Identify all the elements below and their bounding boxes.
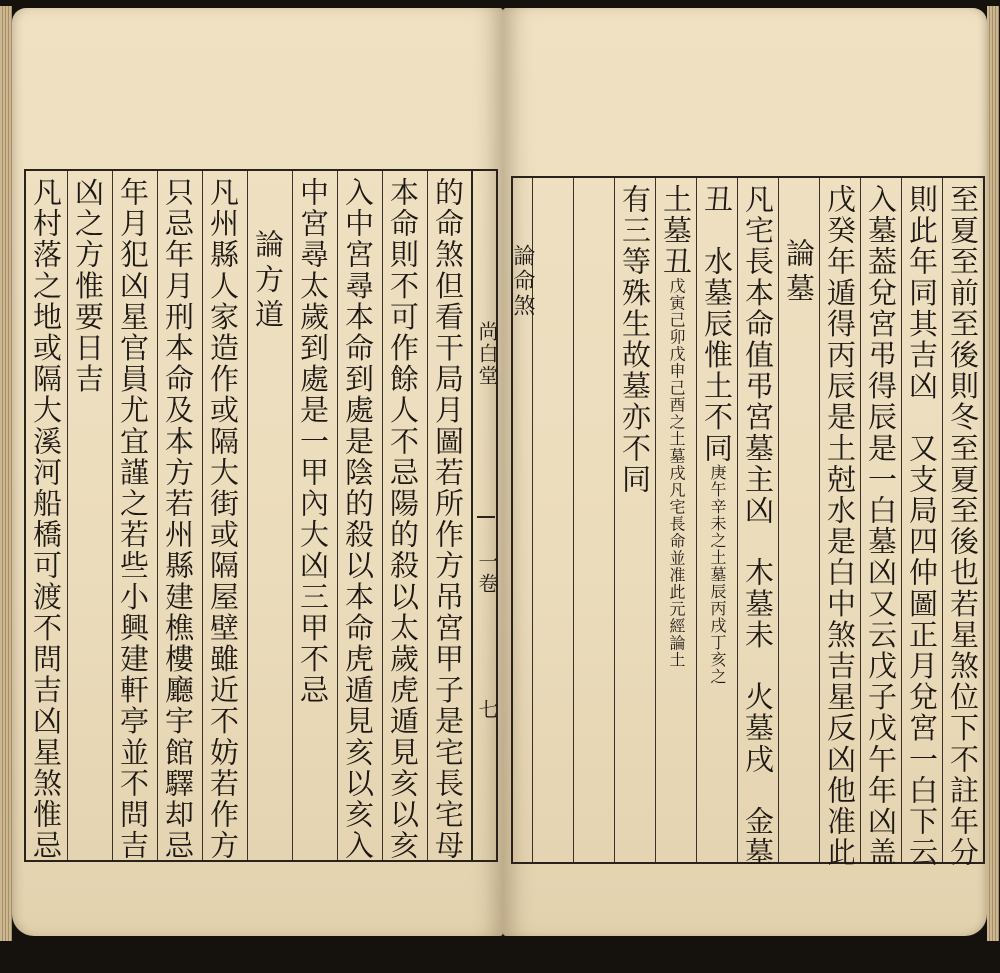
text-column-2: 則此年同其吉凶 又支局四仲圖正月兌宮一白下云: [905, 184, 939, 869]
text-column-2: 本命則不可作餘人不忌陽的殺以太歲虎遁見亥以亥: [386, 177, 420, 862]
column-rule: [778, 178, 779, 862]
text-column-8: 土墓丑戊寅己卯戊申己酉之土墓戌凡宅長命並准此元經論土: [659, 184, 693, 669]
page-stack-left: [0, 6, 12, 941]
column-rule: [901, 178, 902, 862]
column-rule: [427, 171, 428, 860]
column-rule: [819, 178, 820, 862]
text-column-8: 年月犯凶星官員尤宜謹之若些小興建軒亭並不問吉: [116, 177, 150, 862]
text-column-1: 至夏至前至後則冬至夏至後也若星煞位下不註年分: [946, 184, 980, 869]
margin-title: 尚白堂: [475, 321, 499, 387]
column-rule: [157, 171, 158, 860]
column-rule: [247, 171, 248, 860]
fishtail-mark: [477, 516, 495, 518]
text-column-11: [537, 184, 569, 858]
column-rule: [737, 178, 738, 862]
column-rule: [614, 178, 615, 862]
column-rule: [573, 178, 574, 862]
text-column-9: 凶之方惟要日吉: [71, 177, 105, 395]
margin-volume: 一卷: [475, 551, 499, 595]
fold-margin: [473, 171, 500, 860]
text-column-9: 有三等殊生故墓亦不同: [618, 184, 652, 495]
text-column-6: 凡州縣人家造作或隔大街或隔屋壁雖近不妨若作方: [206, 177, 240, 862]
column-rule: [860, 178, 861, 862]
column-rule: [696, 178, 697, 862]
text-column-10: [578, 184, 610, 858]
column-rule: [112, 171, 113, 860]
column-rule: [202, 171, 203, 860]
column-rule: [337, 171, 338, 860]
interlinear-note: 戊寅己卯戊申己酉之土墓戌凡宅長命並准此元經論土: [667, 277, 686, 669]
column-rule: [655, 178, 656, 862]
text-column-6: 凡宅長本命值弔宮墓主凶 木墓未 火墓戌 金墓: [741, 184, 775, 869]
text-column-4: 中宮尋太歲到處是一甲內大凶三甲不忌: [296, 177, 330, 706]
page-stack-right: [987, 6, 999, 941]
interlinear-note: 庚午辛未之土墓辰丙戌丁亥之: [708, 463, 727, 685]
text-column-3: 入中宮尋本命到處是陰的殺以本命虎遁見亥以亥入: [341, 177, 375, 862]
right-text-frame: [510, 176, 985, 869]
text-column-7: 丑 水墓辰惟土不同庚午辛未之土墓辰丙戌丁亥之: [700, 184, 734, 685]
column-rule: [942, 178, 943, 862]
section-heading: 論墓: [782, 238, 816, 308]
section-heading: 論方道: [251, 229, 285, 334]
section-heading: 論命煞: [510, 244, 535, 319]
left-text-frame: [24, 169, 498, 862]
text-column-4: 戊癸年遁得丙辰是土尅水是白中煞吉星反凶他准此: [823, 184, 857, 869]
column-rule: [292, 171, 293, 860]
right-page: [503, 8, 987, 936]
left-page: [12, 8, 503, 936]
margin-page-number: 七: [475, 699, 499, 721]
text-column-1: 的命煞但看干局月圖若所作方吊宮甲子是宅長宅母: [431, 177, 465, 862]
column-rule: [382, 171, 383, 860]
text-column-7: 只忌年月刑本命及本方若州縣建樵樓廳宇館驛却忌: [161, 177, 195, 862]
text-column-10: 凡村落之地或隔大溪河船橋可渡不問吉凶星煞惟忌: [29, 177, 63, 862]
column-rule: [67, 171, 68, 860]
text-column-3: 入墓葢兌宮弔得辰是一白墓凶又云戊子戊午年凶盖: [864, 184, 898, 869]
